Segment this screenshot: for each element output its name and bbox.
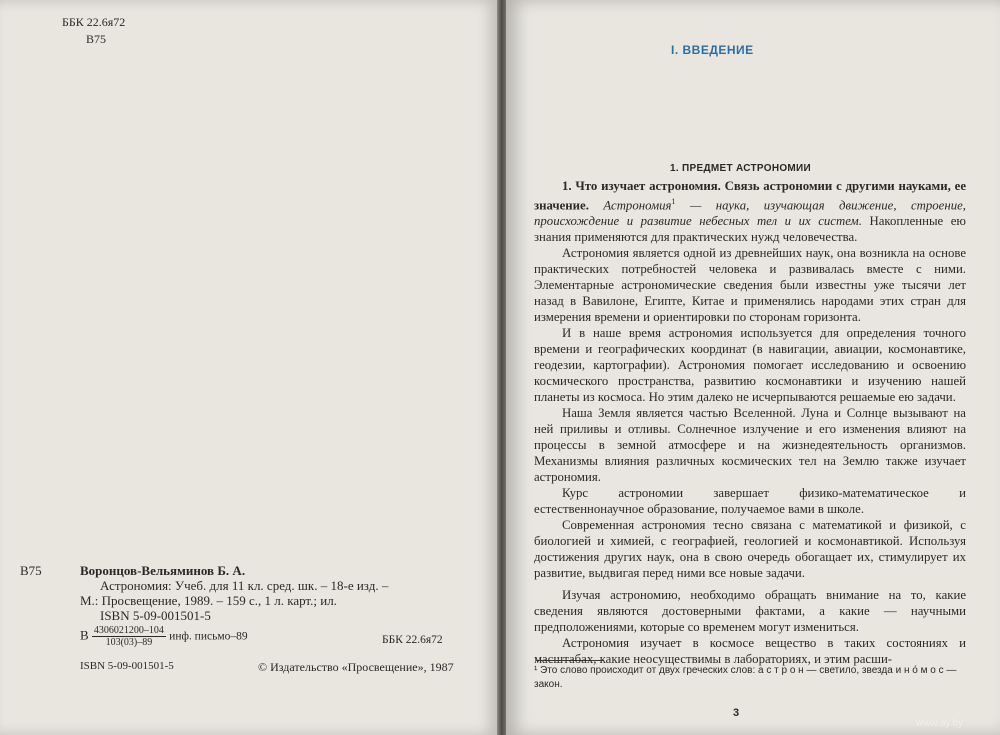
catalog-line: Астрономия: Учеб. для 11 кл. сред. шк. – 18-е изд. – xyxy=(100,578,389,593)
definition-followup: Накопленные ею знания применяются для практических нужд человечества. xyxy=(534,214,966,245)
definition-term: Астрономия xyxy=(603,198,672,213)
body-text xyxy=(534,178,966,667)
left-page xyxy=(0,0,498,735)
paragraph: Курс астрономии завершает физико-математическое и естественнонаучное образование, получаемое вами в школе. xyxy=(534,486,966,517)
paragraph: Современная астрономия тесно связана с математикой и физикой, с биологией и химией, с географией, геологией и космонавтикой. Используя достижения других наук, она в свою очередь обогащает их, стимулирует их развитие, выдвигая перед ними все новые задачи. xyxy=(534,518,966,581)
copyright-notice: © Издательство «Просвещение», 1987 xyxy=(258,660,454,674)
paragraph: Астрономия изучает в космосе вещество в таких состояниях и масштабах, какие неосуществимы в лабораториях, и этим расши- xyxy=(534,636,966,667)
footnote-rule xyxy=(536,660,604,661)
paragraph: И в наше время астрономия используется для определения точного времени и географических координат (в навигации, авиации, космонавтике, геодезии, картографии). Астрономия помогает исследованию и освоению космического пространства, развитию космонавтики и изучению нашей планеты из космоса. Но этим далеко не исчерпываются решаемые ею задачи. xyxy=(534,326,966,405)
paragraph: Изучая астрономию, необходимо обращать внимание на то, какие сведения являются достоверными фактами, а какие — научными предположениями, которые со временем могут измениться. xyxy=(534,588,966,635)
catalog-author: Воронцов-Вельяминов Б. А. xyxy=(80,563,246,578)
paragraph: Наша Земля является частью Вселенной. Луна и Солнце вызывают на ней приливы и отливы. Солнечное излучение и его изменения влияют на процессы в земной атмосфере и на жизнедеятельность организмов. Механизмы влияния различных космических тел на Землю также изучает астрономия. xyxy=(534,406,966,485)
footnote: ¹ Это слово происходит от двух греческих слов: а с т р о н — светило, звезда и н о́ м о с — закон. xyxy=(534,665,957,690)
page-number: 3 xyxy=(733,707,740,719)
definition-text: — наука, изучающая движение, строение, происхождение и развитие небесных тел и их систем. xyxy=(534,198,966,229)
catalog-classification xyxy=(80,625,470,648)
catalog-letter: инф. письмо–89 xyxy=(169,630,248,643)
bbk-author-mark: В75 xyxy=(86,32,107,46)
catalog-fraction xyxy=(92,625,166,648)
paragraph: Астрономия является одной из древнейших наук, она возникла на основе практических потребностей человека и развивалась вместе с ними. Элементарные астрономические сведения были известны уже тысячи лет назад в Вавилоне, Египте, Китае и применялись народами этих стран для измерения времени и ориентировки по сторонам горизонта. xyxy=(534,246,966,325)
section-title: 1. ПРЕДМЕТ АСТРОНОМИИ xyxy=(670,163,812,174)
catalog-isbn: ISBN 5-09-001501-5 xyxy=(100,608,211,623)
catalog-card xyxy=(80,563,470,648)
catalog-code: В75 xyxy=(20,563,42,578)
fraction-denominator: 103(03)–89 xyxy=(105,637,153,648)
isbn: ISBN 5-09-001501-5 xyxy=(80,660,174,672)
footnote-marker: 1 xyxy=(671,197,676,206)
lead-paragraph xyxy=(534,178,966,245)
catalog-line: М.: Просвещение, 1989. – 159 с., 1 л. карт.; ил. xyxy=(80,593,337,608)
chapter-title: I. ВВЕДЕНИЕ xyxy=(671,43,754,57)
bbk-index xyxy=(62,14,125,48)
bbk-code: ББК 22.6я72 xyxy=(62,15,126,29)
watermark: www.ay.by xyxy=(916,718,964,729)
catalog-bbk: ББК 22.6я72 xyxy=(382,634,443,646)
catalog-prefix: В xyxy=(80,627,89,643)
fraction-numerator: 4306021200–104 xyxy=(93,625,164,636)
subsection-heading: 1. Что изучает астрономия. Связь астрономии с другими науками, ее значение. xyxy=(534,179,966,213)
